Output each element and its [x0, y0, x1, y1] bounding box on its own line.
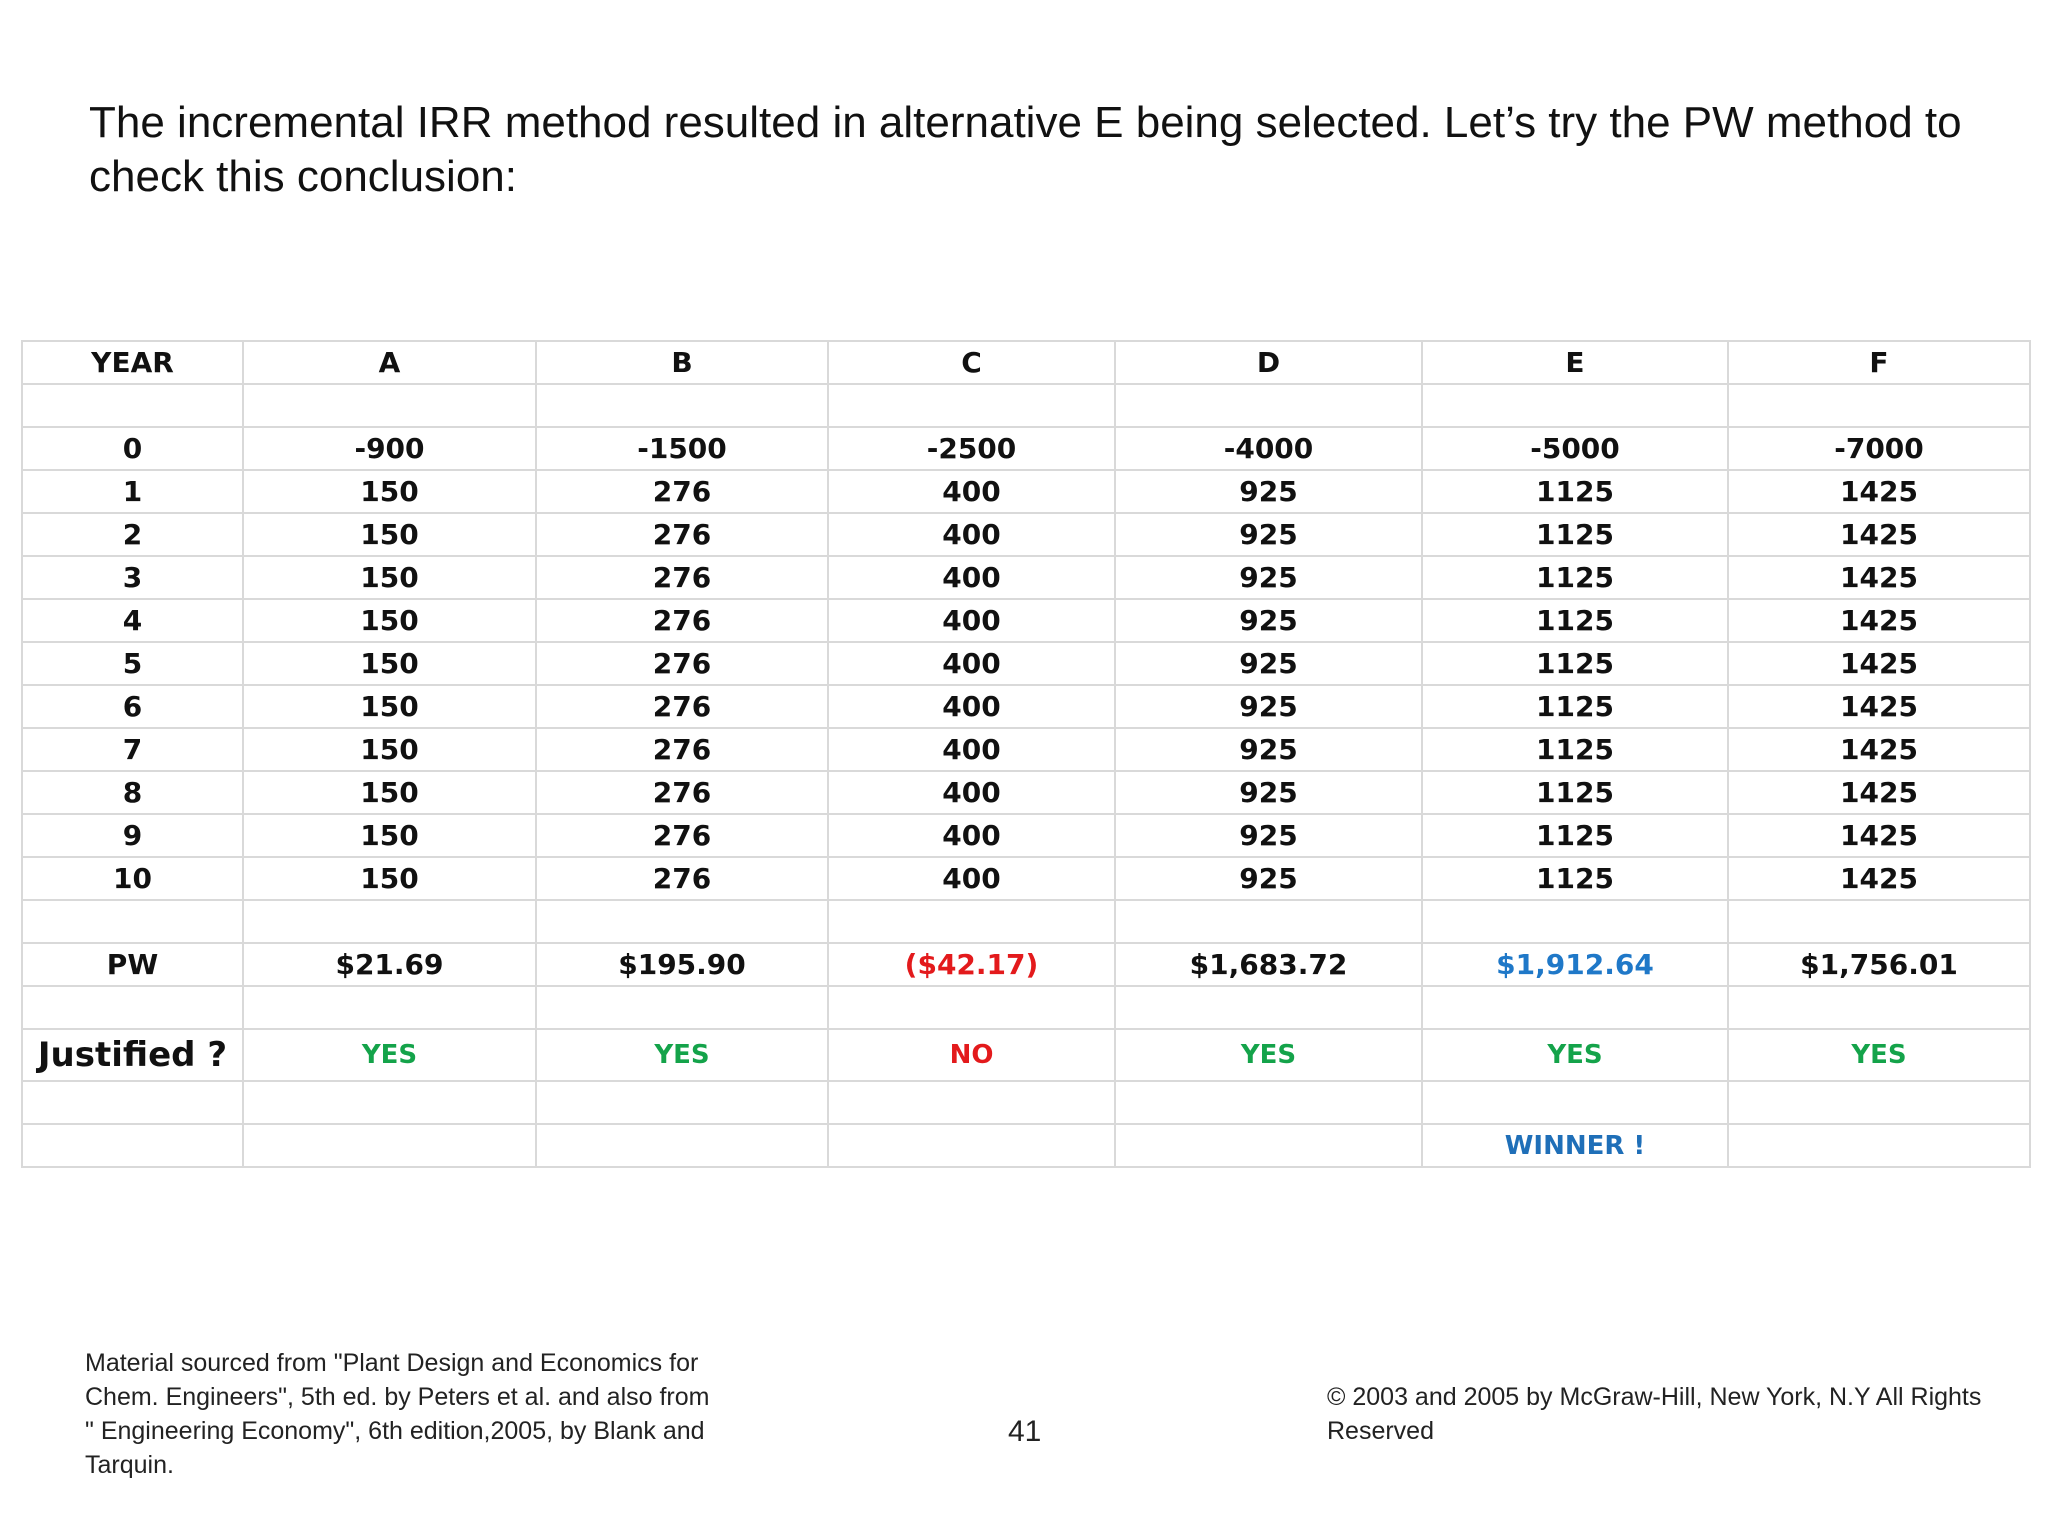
cell: 1125: [1422, 685, 1728, 728]
cell: 925: [1115, 685, 1422, 728]
cell: 1125: [1422, 771, 1728, 814]
table-row: [22, 642, 2030, 685]
cell: 925: [1115, 814, 1422, 857]
table-row: [22, 427, 2030, 470]
cell: 276: [536, 728, 828, 771]
slide-title: The incremental IRR method resulted in alternative E being selected. Let’s try the PW method to check this conclusion:: [89, 98, 1962, 201]
cell: 1125: [1422, 857, 1728, 900]
pw-value-e: $1,912.64: [1422, 943, 1728, 986]
cell: 400: [828, 728, 1115, 771]
cell: 150: [243, 814, 536, 857]
source-note: Material sourced from "Plant Design and Economics for Chem. Engineers", 5th ed. by Peters et al. and also from " Engineering Economy", 6th edition,2005, by Blank and Tarquin.: [85, 1349, 710, 1479]
cell: -4000: [1115, 427, 1422, 470]
pw-value-b: $195.90: [536, 943, 828, 986]
header-alt-a: A: [243, 341, 536, 384]
cell: 276: [536, 599, 828, 642]
cell: 150: [243, 685, 536, 728]
cell: 1425: [1728, 599, 2030, 642]
pw-value-f: $1,756.01: [1728, 943, 2030, 986]
cell: -900: [243, 427, 536, 470]
cell: 400: [828, 470, 1115, 513]
pw-row: [22, 943, 2030, 986]
cell: 925: [1115, 728, 1422, 771]
cell: 1425: [1728, 857, 2030, 900]
cell: 925: [1115, 513, 1422, 556]
cell: 276: [536, 513, 828, 556]
cell: 276: [536, 771, 828, 814]
cell: 925: [1115, 771, 1422, 814]
year-cell: 1: [22, 470, 243, 513]
cell: 400: [828, 771, 1115, 814]
header-year: YEAR: [22, 341, 243, 384]
table-row: [22, 771, 2030, 814]
year-cell: 8: [22, 771, 243, 814]
cell: 1125: [1422, 513, 1728, 556]
year-cell: 9: [22, 814, 243, 857]
cell: 400: [828, 814, 1115, 857]
cell: 276: [536, 556, 828, 599]
cell: -5000: [1422, 427, 1728, 470]
cell: 276: [536, 814, 828, 857]
cell: 925: [1115, 556, 1422, 599]
cell: 1425: [1728, 771, 2030, 814]
cell: 400: [828, 599, 1115, 642]
cell: 1425: [1728, 642, 2030, 685]
justified-b: YES: [536, 1029, 828, 1081]
cell: 400: [828, 685, 1115, 728]
table-row: [22, 814, 2030, 857]
cell: -2500: [828, 427, 1115, 470]
year-cell: 4: [22, 599, 243, 642]
year-cell: 0: [22, 427, 243, 470]
cell: 1125: [1422, 556, 1728, 599]
header-alt-e: E: [1422, 341, 1728, 384]
copyright-note: © 2003 and 2005 by McGraw-Hill, New York, N.Y All Rights Reserved: [1327, 1383, 1982, 1445]
cell: 400: [828, 513, 1115, 556]
table-row: [22, 599, 2030, 642]
cell: 1425: [1728, 728, 2030, 771]
spacer-row: [22, 986, 2030, 1029]
justified-label: Justified ?: [22, 1029, 243, 1081]
cell: 925: [1115, 857, 1422, 900]
spacer-row: [22, 900, 2030, 943]
cell: 400: [828, 556, 1115, 599]
page-number: 41: [1008, 1415, 1042, 1448]
year-cell: 3: [22, 556, 243, 599]
justified-row: [22, 1029, 2030, 1081]
cell: 276: [536, 470, 828, 513]
cell: 1125: [1422, 470, 1728, 513]
cell: 150: [243, 470, 536, 513]
justified-a: YES: [243, 1029, 536, 1081]
cell: 276: [536, 685, 828, 728]
header-alt-b: B: [536, 341, 828, 384]
cell: -7000: [1728, 427, 2030, 470]
cell: 150: [243, 857, 536, 900]
cell: 1425: [1728, 556, 2030, 599]
cell: 150: [243, 599, 536, 642]
cell: -1500: [536, 427, 828, 470]
table-row: [22, 685, 2030, 728]
cell: 1125: [1422, 728, 1728, 771]
pw-label: PW: [22, 943, 243, 986]
justified-f: YES: [1728, 1029, 2030, 1081]
header-alt-f: F: [1728, 341, 2030, 384]
cell: 925: [1115, 642, 1422, 685]
year-cell: 6: [22, 685, 243, 728]
cell: 400: [828, 642, 1115, 685]
cell: 150: [243, 556, 536, 599]
cell: 150: [243, 771, 536, 814]
table-row: [22, 470, 2030, 513]
cell: 1125: [1422, 814, 1728, 857]
cell: 1425: [1728, 814, 2030, 857]
cell: 1425: [1728, 513, 2030, 556]
year-cell: 10: [22, 857, 243, 900]
table-header-row: [22, 341, 2030, 384]
cell: 276: [536, 642, 828, 685]
table-row: [22, 728, 2030, 771]
cell: 150: [243, 728, 536, 771]
spacer-row: [22, 1081, 2030, 1124]
justified-c: NO: [828, 1029, 1115, 1081]
winner-label: WINNER !: [1422, 1124, 1728, 1167]
cell: 276: [536, 857, 828, 900]
table-row: [22, 556, 2030, 599]
cell: 150: [243, 642, 536, 685]
header-alt-c: C: [828, 341, 1115, 384]
cell: 150: [243, 513, 536, 556]
year-cell: 5: [22, 642, 243, 685]
cell: 400: [828, 857, 1115, 900]
pw-value-a: $21.69: [243, 943, 536, 986]
cell: 1125: [1422, 599, 1728, 642]
pw-value-c: ($42.17): [828, 943, 1115, 986]
winner-row: [22, 1124, 2030, 1167]
cell: 925: [1115, 470, 1422, 513]
table-row: [22, 513, 2030, 556]
cell: 1425: [1728, 685, 2030, 728]
year-cell: 7: [22, 728, 243, 771]
table-row: [22, 857, 2030, 900]
cell: 1425: [1728, 470, 2030, 513]
header-alt-d: D: [1115, 341, 1422, 384]
cash-flow-table: [21, 340, 2031, 1168]
year-cell: 2: [22, 513, 243, 556]
pw-value-d: $1,683.72: [1115, 943, 1422, 986]
cell: 925: [1115, 599, 1422, 642]
justified-e: YES: [1422, 1029, 1728, 1081]
spacer-row: [22, 384, 2030, 427]
justified-d: YES: [1115, 1029, 1422, 1081]
cell: 1125: [1422, 642, 1728, 685]
